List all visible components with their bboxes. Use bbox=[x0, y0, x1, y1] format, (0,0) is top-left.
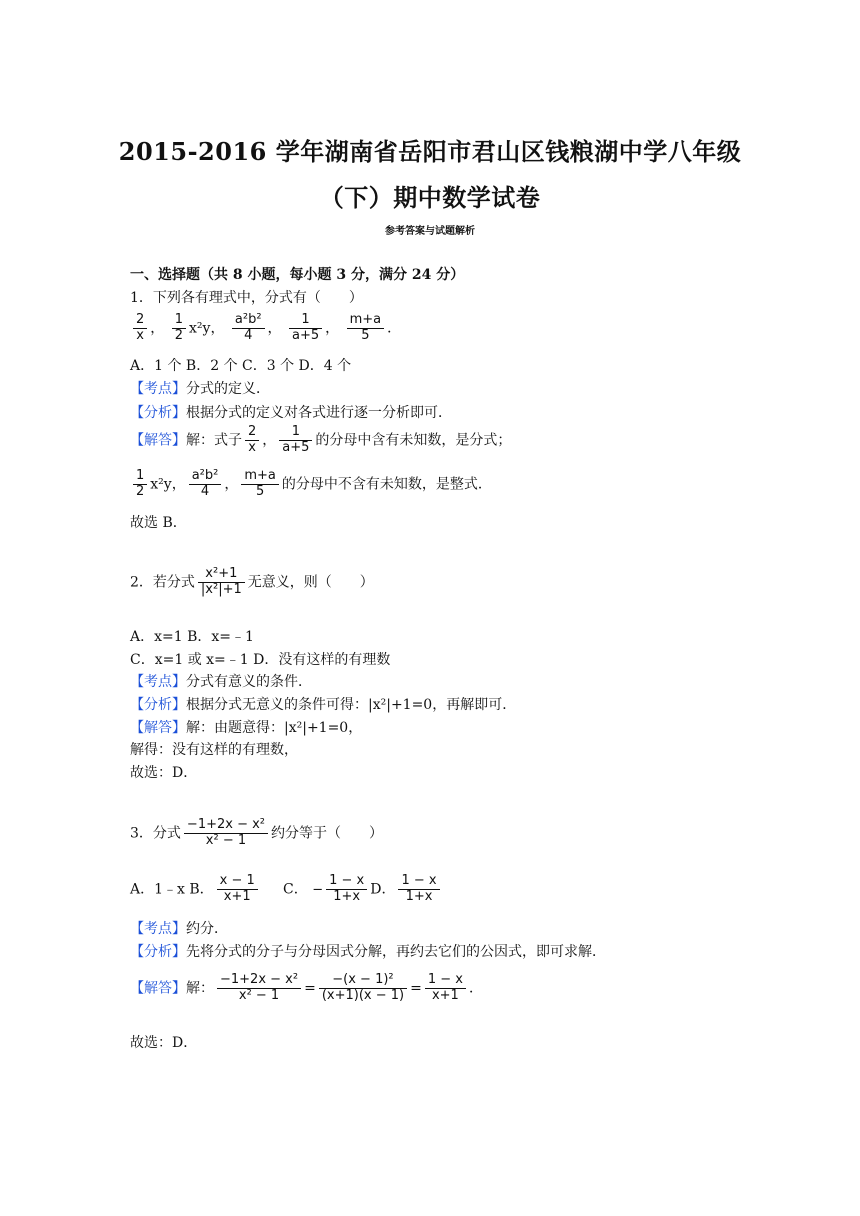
q2-options-line1: A．x=1 B．x=﹣1 bbox=[130, 629, 254, 645]
fraction: $\frac{m+a}{5}$ bbox=[347, 313, 385, 344]
q3-fenxi: 【分析】先将分式的分子与分母因式分解，再约去它们的公因式，即可求解． bbox=[130, 944, 606, 960]
q2-kaodian: 【考点】分式有意义的条件． bbox=[130, 674, 312, 690]
fraction: $\frac{1}{2}$ bbox=[172, 313, 186, 344]
fraction: $\frac{1 - x}{1+x}$ bbox=[398, 874, 439, 905]
fraction: $\frac{\text{x²+1}}{\text{|x²|+1}}$ bbox=[198, 567, 245, 598]
q3-stem: 3．分式 $\frac{\text{−1+2x − x²}}{\text{x² − 1}}$ 约分等于（ ） bbox=[130, 817, 384, 848]
q1-options: A．1 个 B．2 个 C．3 个 D．4 个 bbox=[130, 358, 352, 374]
fraction: $\frac{1}{a+5}$ bbox=[289, 313, 322, 344]
page-title: 2015-2016 学年湖南省岳阳市君山区钱粮湖中学八年级 bbox=[118, 137, 742, 166]
q1-stem: 1．下列各有理式中，分式有（ ） bbox=[130, 290, 363, 306]
q2-conclusion: 故选：D． bbox=[130, 765, 198, 781]
q3-options: A．1﹣x B． $\frac{x - 1}{x+1}$ C． − $\frac{1 - x}{1+x}$ D． $\frac{1 - x}{1+x}$ bbox=[130, 874, 443, 905]
fraction: $\frac{\text{−(x − 1)²}}{(x+1)(x - 1)}$ bbox=[319, 973, 407, 1004]
q2-fenxi: 【分析】根据分式无意义的条件可得：|x²|+1=0，再解即可． bbox=[130, 697, 517, 713]
fraction: $\frac{1 - x}{x+1}$ bbox=[425, 973, 466, 1004]
q1-jieda-line2: $\frac{1}{2}$ x²y， $\frac{\text{a²b²}}{4}$ ， $\frac{m+a}{5}$ 的分母中不含有未知数，是整式． bbox=[130, 469, 492, 500]
fraction: $\frac{1 - x}{1+x}$ bbox=[326, 874, 367, 905]
q3-jieda: 【解答】解： $\frac{\text{−1+2x − x²}}{\text{x² − 1}}$ = $\frac{\text{−(x − 1)²}}{(x+1)(x - 1)}$ = $\frac{1 - x}{x+1}$ ． bbox=[130, 972, 483, 1003]
q2-stem: 2．若分式 $\frac{\text{x²+1}}{\text{|x²|+1}}$ 无意义，则（ ） bbox=[130, 566, 374, 597]
q3-kaodian: 【考点】约分． bbox=[130, 921, 228, 937]
fraction: $\frac{2}{x}$ bbox=[133, 313, 147, 344]
q3-conclusion: 故选：D． bbox=[130, 1035, 198, 1051]
q2-jieda: 【解答】解：由题意得：|x²|+1=0， bbox=[130, 720, 363, 736]
fraction: $\frac{\text{a²b²}}{4}$ bbox=[189, 469, 222, 500]
section-heading: 一、选择题（共 8 小题，每小题 3 分，满分 24 分） bbox=[130, 267, 465, 283]
fraction: $\frac{\text{−1+2x − x²}}{\text{x² − 1}}$ bbox=[217, 973, 301, 1004]
q1-jieda: 【解答】解：式子 $\frac{2}{x}$ ， $\frac{1}{a+5}$ 的分母中含有未知数，是分式； bbox=[130, 424, 512, 455]
page-title-line2: （下）期中数学试卷 bbox=[319, 183, 541, 212]
q1-expressions: $\frac{2}{x}$ ， $\frac{1}{2}$ x²y， $\frac{\text{a²b²}}{4}$ ， $\frac{1}{a+5}$ ， $\frac{m+a}{5}$ ． bbox=[130, 313, 401, 344]
q1-conclusion: 故选 B． bbox=[130, 515, 187, 531]
fraction: $\frac{\text{a²b²}}{4}$ bbox=[232, 313, 265, 344]
fraction: $\frac{1}{2}$ bbox=[133, 469, 147, 500]
q1-kaodian: 【考点】分式的定义． bbox=[130, 381, 270, 397]
fraction: $\frac{2}{x}$ bbox=[245, 425, 259, 456]
fraction: $\frac{1}{a+5}$ bbox=[279, 425, 312, 456]
page-subtitle: 参考答案与试题解析 bbox=[385, 226, 475, 237]
q1-fenxi: 【分析】根据分式的定义对各式进行逐一分析即可． bbox=[130, 405, 452, 421]
q2-options-line2: C．x=1 或 x=﹣1 D．没有这样的有理数 bbox=[130, 652, 391, 668]
q2-jieda-line2: 解得：没有这样的有理数， bbox=[130, 742, 298, 758]
fraction: $\frac{m+a}{5}$ bbox=[241, 469, 279, 500]
fraction: $\frac{\text{−1+2x − x²}}{\text{x² − 1}}$ bbox=[184, 818, 268, 849]
fraction: $\frac{x - 1}{x+1}$ bbox=[217, 874, 258, 905]
